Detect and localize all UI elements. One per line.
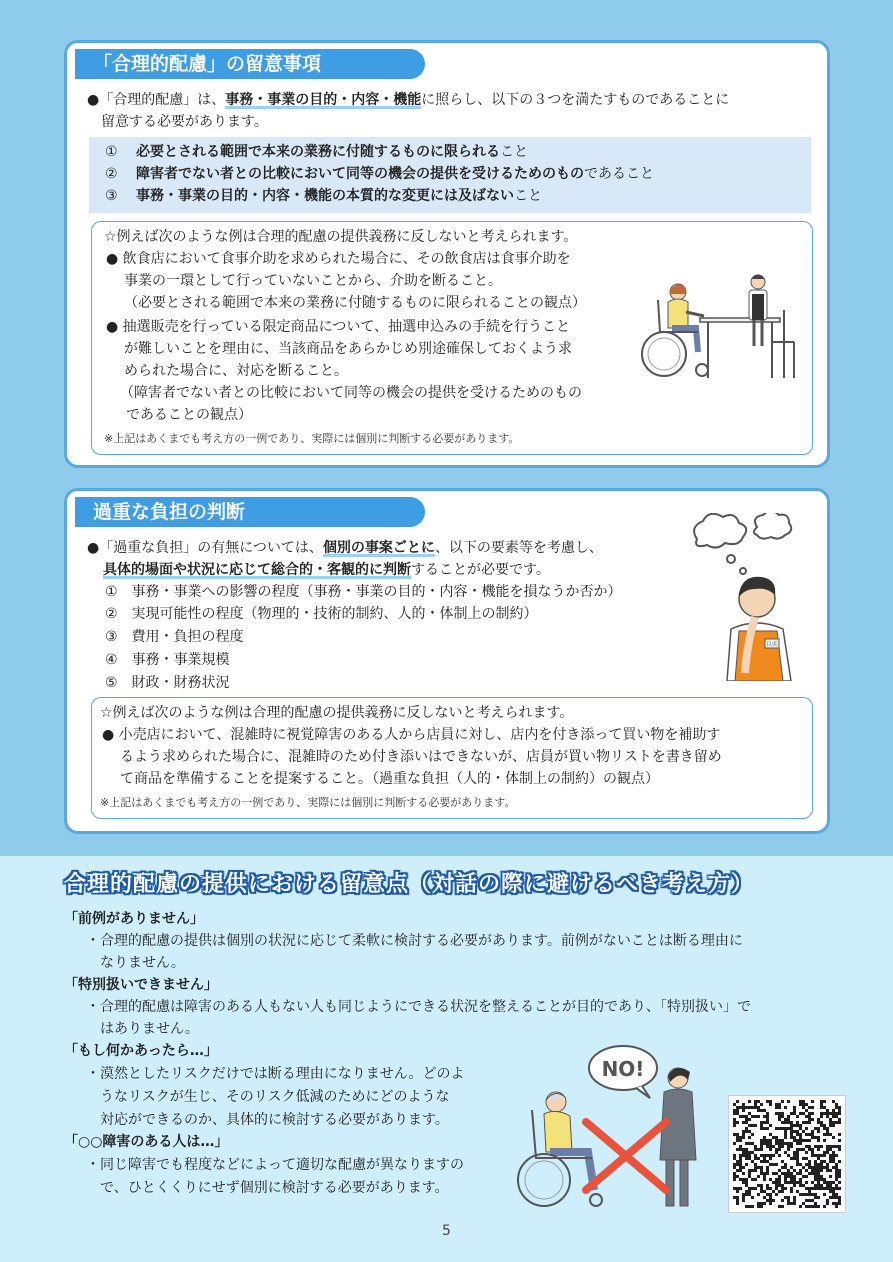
section-title: 過重な負担の判断 <box>75 497 425 527</box>
factor-item: ③ 費用・負担の程度 <box>105 629 244 645</box>
badge-text: 以前 <box>765 641 779 648</box>
section-title: 「合理的配慮」の留意事項 <box>75 49 425 79</box>
section-heading: 合理的配慮の提供における留意点（対話の際に避けるべき考え方） <box>64 872 755 897</box>
footnote: ※上記はあくまでも考え方の一例であり、実際には個別に判断する必要があります。 <box>104 432 520 445</box>
example-line: 事業の一環として行っていないことから、介助を断ること。 <box>124 273 502 289</box>
condition-item: ③ 事務・事業の目的・内容・機能の本質的な変更には及ばないこと <box>105 188 543 204</box>
example-line: （必要とされる範囲で本来の業務に付随するものに限られることの観点） <box>124 295 586 311</box>
point-heading: 「もし何かあったら…」 <box>64 1043 218 1059</box>
point-text: ・漠然としたリスクだけでは断る理由になりません。どのよ <box>86 1066 465 1082</box>
point-text: 対応ができるのか、具体的に検討する必要があります。 <box>100 1112 449 1128</box>
intro-emphasis: 個別の事案ごとに <box>322 540 435 556</box>
condition-item: ② 障害者でない者との比較において同等の機会の提供を受けるためのものであること <box>105 166 655 182</box>
point-heading: 「特別扱いできません」 <box>64 977 218 993</box>
example-line: であることの観点） <box>126 407 252 423</box>
point-text: はありません。 <box>100 1021 199 1037</box>
point-text: うなリスクが生じ、そのリスク低減のためにどのような <box>100 1089 450 1105</box>
example-line: て商品を準備することを提案すること。（過重な負担（人的・体制上の制約）の観点） <box>120 771 659 787</box>
factor-item: ⑤ 財政・財務状況 <box>105 675 230 691</box>
intro-paragraph <box>87 89 729 111</box>
intro-text: に照らし、以下の３つを満たすものであることに <box>421 92 730 108</box>
point-text: ・合理的配慮は障害のある人もない人も同じようにできる状況を整えることが目的であり、「特別扱い」で <box>86 999 751 1015</box>
reasonable-accommodation-notes-card <box>64 40 830 468</box>
intro-text: 、以下の要素等を考慮し、 <box>434 540 603 556</box>
intro-text: 留意する必要があります。 <box>101 114 268 130</box>
intro-emphasis: 事務・事業の目的・内容・機能 <box>225 92 422 108</box>
intro-text: ●「合理的配慮」は、 <box>87 92 226 108</box>
example-line: （障害者でない者との比較において同等の機会の提供を受けるためのもの <box>120 385 582 401</box>
example-box <box>91 221 813 455</box>
qr-code-pattern <box>729 1096 845 1212</box>
example-line: るよう求められた場合に、混雑時のため付き添いはできないが、店員が買い物リストを書き留め <box>120 749 722 765</box>
example-line: ● 抽選販売を行っている限定商品について、抽選申込みの手続を行うこと <box>106 319 571 335</box>
intro-text: することが必要です。 <box>411 562 550 578</box>
point-heading: 「前例がありません」 <box>64 911 204 927</box>
point-text: ・合理的配慮の提供は個別の状況に応じて柔軟に検討する必要があります。前例がないことは断る理由に <box>86 933 743 949</box>
conditions-box <box>89 137 811 213</box>
excessive-burden-card <box>64 488 830 834</box>
point-text: ・同じ障害でも程度などによって適切な配慮が異なりますの <box>86 1157 464 1173</box>
factor-item: ① 事務・事業への影響の程度（事務・事業の目的・内容・機能を損なうか否か） <box>105 584 622 600</box>
intro-paragraph <box>103 559 550 581</box>
intro-text: ●「過重な負担」の有無については、 <box>87 540 323 556</box>
refusal-illustration <box>508 1040 708 1216</box>
restaurant-illustration <box>638 270 798 390</box>
point-heading: 「○○障害のある人は…」 <box>64 1134 229 1150</box>
page-number: 5 <box>442 1223 451 1239</box>
bubble-text: NO! <box>601 1057 645 1081</box>
example-line: められた場合に、対応を断ること。 <box>124 363 348 379</box>
intro-emphasis: 具体的場面や状況に応じて総合的・客観的に判断 <box>103 562 411 578</box>
point-text: なりません。 <box>100 955 185 971</box>
example-heading: ☆例えば次のような例は合理的配慮の提供義務に反しないと考えられます。 <box>100 705 574 721</box>
example-line: ● 小売店において、混雑時に視覚障害のある人から店員に対し、店内を付き添って買い物を補助す <box>102 727 721 743</box>
condition-item: ① 必要とされる範囲で本来の業務に付随するものに限られること <box>105 144 529 160</box>
intro-paragraph <box>87 537 603 559</box>
example-box <box>91 697 813 819</box>
point-text: で、ひとくくりにせず個別に検討する必要があります。 <box>100 1180 449 1196</box>
qr-code[interactable] <box>728 1095 846 1213</box>
example-line: が難しいことを理由に、当該商品をあらかじめ別途確保しておくよう求 <box>124 341 572 357</box>
example-heading: ☆例えば次のような例は合理的配慮の提供義務に反しないと考えられます。 <box>104 229 578 245</box>
factor-item: ④ 事務・事業規模 <box>105 652 230 668</box>
example-line: ● 飲食店において食事介助を求められた場合に、その飲食店は食事介助を <box>106 251 571 267</box>
thinking-clerk-illustration <box>687 513 817 681</box>
footnote: ※上記はあくまでも考え方の一例であり、実際には個別に判断する必要があります。 <box>100 796 516 809</box>
factor-item: ② 実現可能性の程度（物理的・技術的制約、人的・体制上の制約） <box>105 606 538 622</box>
